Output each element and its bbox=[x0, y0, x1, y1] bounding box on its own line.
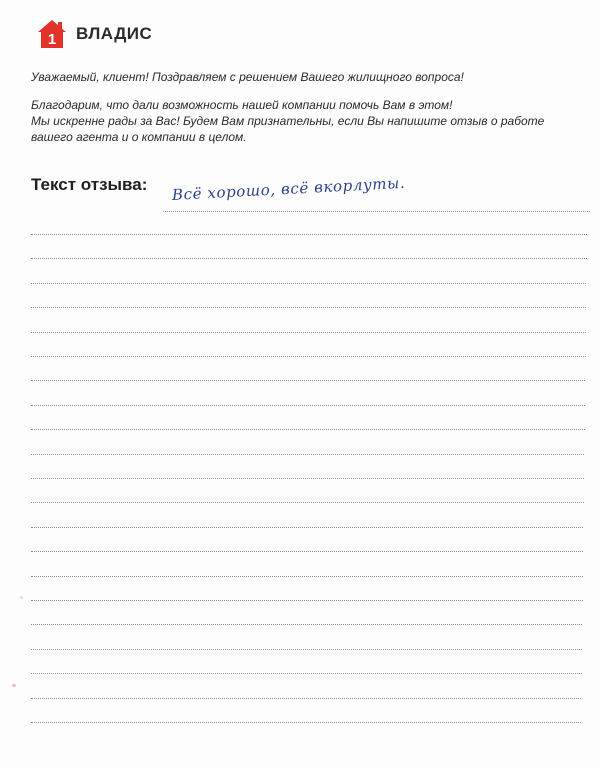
writing-line bbox=[31, 624, 582, 625]
writing-line bbox=[31, 454, 584, 455]
thanks-line: Мы искренне рады за Вас! Будем Вам признательны, если Вы напишите отзыв о работе bbox=[31, 114, 545, 128]
writing-line bbox=[31, 234, 587, 235]
brand-name: ВЛАДИС bbox=[76, 24, 153, 43]
logo-digit: 1 bbox=[47, 31, 57, 48]
writing-line bbox=[31, 478, 584, 479]
writing-line bbox=[31, 698, 581, 699]
writing-line bbox=[31, 527, 583, 528]
writing-line bbox=[31, 722, 581, 723]
writing-line bbox=[31, 283, 586, 284]
handwritten-review: Всё хорошо, всё вкорлуты. bbox=[171, 173, 406, 204]
scan-speck bbox=[20, 596, 23, 599]
greeting-text: Уважаемый, клиент! Поздравляем с решением Вашего жилищного вопроса! bbox=[31, 70, 464, 84]
writing-line bbox=[31, 600, 583, 601]
writing-line bbox=[31, 405, 585, 406]
writing-line bbox=[31, 551, 583, 552]
writing-line bbox=[31, 380, 585, 381]
scan-speck bbox=[12, 684, 16, 687]
review-label: Текст отзыва: bbox=[31, 175, 148, 194]
writing-line bbox=[31, 307, 586, 308]
writing-line bbox=[31, 576, 583, 577]
writing-line bbox=[31, 258, 587, 259]
writing-line bbox=[31, 673, 582, 674]
writing-line bbox=[31, 502, 584, 503]
thanks-line: Благодарим, что дали возможность нашей компании помочь Вам в этом! bbox=[31, 98, 453, 112]
writing-line bbox=[31, 332, 586, 333]
writing-line bbox=[31, 649, 582, 650]
thanks-line: вашего агента и о компании в целом. bbox=[31, 130, 247, 144]
writing-line bbox=[31, 356, 586, 357]
writing-line bbox=[163, 211, 590, 212]
writing-line bbox=[31, 429, 585, 430]
